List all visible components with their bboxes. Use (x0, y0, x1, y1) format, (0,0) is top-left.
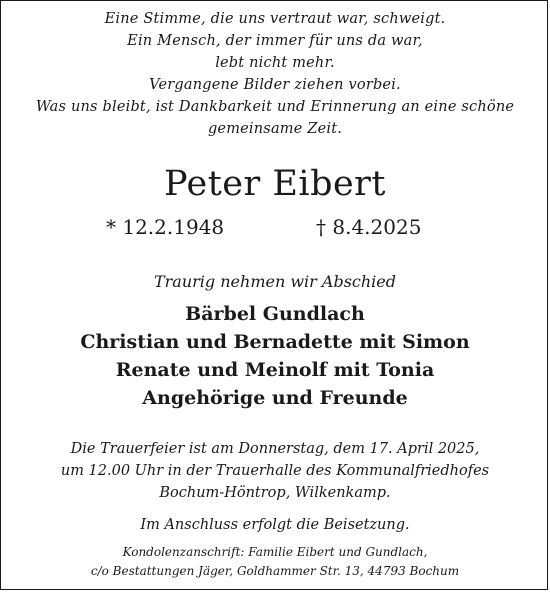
service-line: um 12.00 Uhr in der Trauerhalle des Kommunalfriedhofes (60, 463, 490, 479)
mourner-line: Angehörige und Freunde (142, 387, 408, 409)
mourner-line: Renate und Meinolf mit Tonia (115, 359, 435, 381)
death-date: † 8.4.2025 (316, 215, 422, 239)
mourners-list (0, 300, 550, 412)
poem-line: gemeinsame Zeit. (207, 121, 343, 137)
condolence-line: Kondolenzanschrift: Familie Eibert und Gundlach, (122, 545, 428, 559)
mourner-line: Christian und Bernadette mit Simon (80, 331, 470, 353)
poem-line: lebt nicht mehr. (215, 55, 335, 71)
condolence-address (0, 543, 550, 581)
service-line: Bochum-Höntrop, Wilkenkamp. (159, 485, 391, 501)
condolence-line: c/o Bestattungen Jäger, Goldhammer Str. 13, 44793 Bochum (90, 564, 460, 578)
poem-line: Was uns bleibt, ist Dankbarkeit und Erinnerung an eine schöne (35, 99, 515, 115)
birth-date: * 12.2.1948 (106, 215, 225, 239)
deceased-name: Peter Eibert (164, 164, 386, 204)
memorial-poem (0, 8, 550, 140)
mourners-intro: Traurig nehmen wir Abschied (153, 272, 396, 291)
poem-line: Ein Mensch, der immer für uns da war, (127, 33, 423, 49)
burial-note: Im Anschluss erfolgt die Beisetzung. (140, 517, 410, 533)
service-line: Die Trauerfeier ist am Donnerstag, dem 17. April 2025, (70, 441, 480, 457)
poem-line: Eine Stimme, die uns vertraut war, schweigt. (104, 11, 446, 27)
mourner-line: Bärbel Gundlach (185, 303, 365, 325)
funeral-service-info (0, 438, 550, 504)
poem-line: Vergangene Bilder ziehen vorbei. (149, 77, 401, 93)
